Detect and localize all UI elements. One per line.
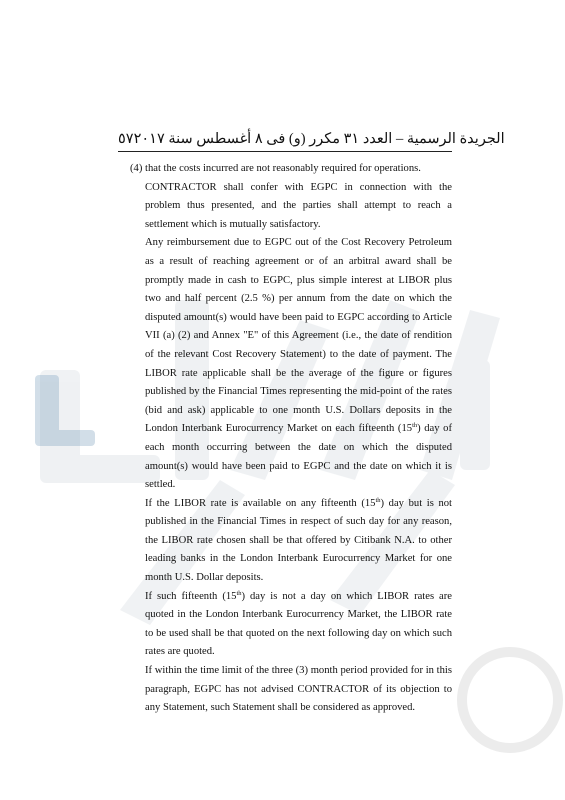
paragraph-libor-available-text-b: ) day but is not published in the Financial Times in respect of such day for any reason, the LIBOR rate chosen shall be that offered by Citibank N.A. to other leading banks in the London Interbank Eurocurrency Market for one month U.S. Dollar deposits.: [145, 497, 452, 584]
condition-item-4: (4) that the costs incurred are not reasonably required for operations.: [130, 163, 421, 174]
paragraph-libor-not-quoted-text-a: If such fifteenth (15: [145, 590, 237, 602]
paragraph-libor-not-quoted-text-b: ) day is not a day on which LIBOR rates are quoted in the London Interbank Eurocurrency Market, the LIBOR rate to be used shall be that quoted on the next following day on which such rates are quoted.: [145, 590, 452, 658]
header-divider: [118, 151, 452, 152]
paragraph-time-limit: If within the time limit of the three (3) month period provided for in this paragraph, EGPC has not advised CONTRACTOR of its objection to any Statement, such Statement shall be considered as approved.: [145, 665, 452, 714]
paragraph-libor-not-quoted: [145, 588, 452, 662]
paragraph-libor-available-text-a: If the LIBOR rate is available on any fifteenth (15: [145, 497, 376, 509]
page-header: [118, 126, 505, 148]
gazette-title: الجريدة الرسمية – العدد ٣١ مكرر (و) فى ٨ أغسطس سنة ٢٠١٧: [133, 131, 505, 147]
document-body: [130, 160, 452, 718]
paragraph-confer: CONTRACTOR shall confer with EGPC in connection with the problem thus presented, and the parties shall attempt to reach a settlement which is mutually satisfactory.: [145, 181, 452, 230]
paragraph-reimbursement-text-b: ) day of each month occurring between the date on which the disputed amount(s) would have been paid to EGPC and the date on which it is settled.: [145, 423, 452, 491]
paragraph-libor-available: [145, 495, 452, 588]
paragraph-reimbursement-text-a: Any reimbursement due to EGPC out of the Cost Recovery Petroleum as a result of reaching agreement or of an arbitral award shall be promptly made in cash to EGPC, plus simple interest at LIBOR plus two and half percent (2.5 %) per annum from the date on which the disputed amount(s) would have been paid to EGPC according to Article VII (a) (2) and Annex "E" of this Agreement (i.e., the date of rendition of the relevant Cost Recovery Statement) to the date of payment. The LIBOR rate applicable shall be the average of the figure or figures published by the Financial Times representing the mid-point of the rates (bid and ask) applicable to one month U.S. Dollars deposits in the London Interbank Eurocurrency Market on each fifteenth (15: [145, 237, 452, 435]
superscript-th: th: [236, 589, 242, 597]
paragraph-reimbursement: [145, 234, 452, 494]
page-number: ٥٧: [118, 131, 134, 147]
superscript-th: th: [412, 422, 418, 430]
superscript-th: th: [375, 496, 381, 504]
body-paragraphs: [130, 179, 452, 718]
